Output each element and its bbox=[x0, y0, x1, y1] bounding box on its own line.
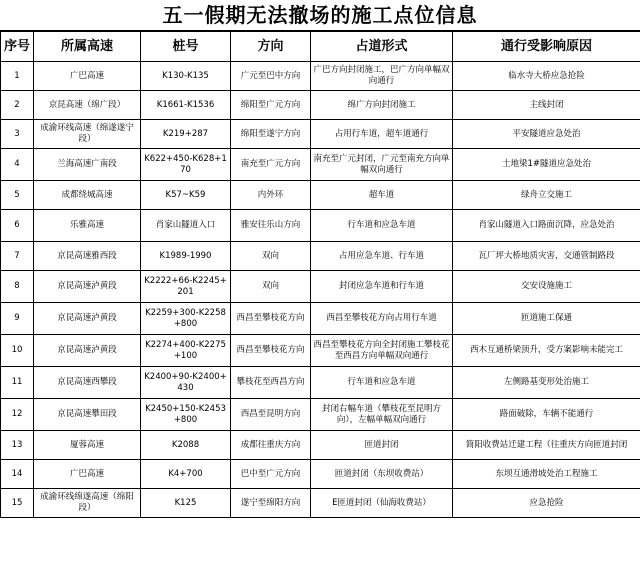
cell-no: 14 bbox=[1, 460, 34, 489]
cell-reason: 主线封闭 bbox=[453, 91, 640, 120]
cell-direction: 绵阳至遂宁方向 bbox=[231, 120, 311, 149]
table-row bbox=[1, 149, 640, 181]
header-stake: 桩号 bbox=[141, 32, 231, 62]
table-row bbox=[1, 431, 640, 460]
cell-reason: 西木互通桥梁顶升，受方案影响未能完工 bbox=[453, 335, 640, 367]
cell-direction: 西昌至攀枝花方向 bbox=[231, 335, 311, 367]
cell-mode: 行车道和应急车道 bbox=[311, 210, 453, 242]
table-row bbox=[1, 242, 640, 271]
cell-direction: 双向 bbox=[231, 242, 311, 271]
cell-direction: 西昌至攀枝花方向 bbox=[231, 303, 311, 335]
cell-direction: 成都往重庆方向 bbox=[231, 431, 311, 460]
cell-mode: 匝道封闭（东坝收费站） bbox=[311, 460, 453, 489]
cell-stake: K130-K135 bbox=[141, 62, 231, 91]
cell-mode: 超车道 bbox=[311, 181, 453, 210]
cell-stake: K4+700 bbox=[141, 460, 231, 489]
cell-stake: K2450+150-K2453+800 bbox=[141, 399, 231, 431]
cell-reason: 左侧路基变形处治施工 bbox=[453, 367, 640, 399]
cell-stake: K2400+90-K2400+430 bbox=[141, 367, 231, 399]
cell-no: 6 bbox=[1, 210, 34, 242]
cell-stake: K2222+66-K2245+201 bbox=[141, 271, 231, 303]
table-row bbox=[1, 91, 640, 120]
cell-direction: 雅安往乐山方向 bbox=[231, 210, 311, 242]
cell-highway: 京昆高速泸黄段 bbox=[34, 271, 141, 303]
cell-direction: 攀枝花至西昌方向 bbox=[231, 367, 311, 399]
cell-reason: 土地梁1#隧道应急处治 bbox=[453, 149, 640, 181]
page-title: 五一假期无法撤场的施工点位信息 bbox=[0, 0, 640, 31]
cell-no: 7 bbox=[1, 242, 34, 271]
cell-direction: 内外环 bbox=[231, 181, 311, 210]
cell-mode: 封闭右幅车道（攀枝花至昆明方向），左幅单幅双向通行 bbox=[311, 399, 453, 431]
cell-direction: 遂宁至绵阳方向 bbox=[231, 489, 311, 518]
table-row bbox=[1, 367, 640, 399]
header-mode: 占道形式 bbox=[311, 32, 453, 62]
table-row bbox=[1, 271, 640, 303]
cell-stake: K2274+400-K2275+100 bbox=[141, 335, 231, 367]
cell-stake: K2088 bbox=[141, 431, 231, 460]
cell-highway: 乐雅高速 bbox=[34, 210, 141, 242]
cell-highway: 成渝环线高速（绵遂遂宁段） bbox=[34, 120, 141, 149]
cell-mode: 行车道和应急车道 bbox=[311, 367, 453, 399]
cell-reason: 东坝互通滑坡处治工程施工 bbox=[453, 460, 640, 489]
cell-stake: K219+287 bbox=[141, 120, 231, 149]
table-row bbox=[1, 62, 640, 91]
cell-direction: 南充至广元方向 bbox=[231, 149, 311, 181]
cell-mode: 南充至广元封闭，广元至南充方向单幅双向通行 bbox=[311, 149, 453, 181]
cell-reason: 交安设施施工 bbox=[453, 271, 640, 303]
header-no: 序号 bbox=[1, 32, 34, 62]
table-row bbox=[1, 181, 640, 210]
cell-reason: 临水寺大桥应急抢险 bbox=[453, 62, 640, 91]
cell-stake: K2259+300-K2258+800 bbox=[141, 303, 231, 335]
cell-highway: 京昆高速攀田段 bbox=[34, 399, 141, 431]
cell-stake: K622+450-K628+170 bbox=[141, 149, 231, 181]
cell-stake: K1989-1990 bbox=[141, 242, 231, 271]
cell-mode: 西昌至攀枝花方向占用行车道 bbox=[311, 303, 453, 335]
cell-reason: 绿舟立交施工 bbox=[453, 181, 640, 210]
cell-reason: 简阳收费站迁建工程（往重庆方向匝道封闭 bbox=[453, 431, 640, 460]
cell-no: 15 bbox=[1, 489, 34, 518]
cell-highway: 京昆高速（绵广段） bbox=[34, 91, 141, 120]
cell-mode: 西昌至攀枝花方向全封闭施工攀枝花至西昌方向单幅双向通行 bbox=[311, 335, 453, 367]
cell-reason: 肖家山隧道入口路面沉降，应急处治 bbox=[453, 210, 640, 242]
construction-table bbox=[0, 31, 640, 518]
cell-no: 2 bbox=[1, 91, 34, 120]
cell-no: 12 bbox=[1, 399, 34, 431]
header-highway: 所属高速 bbox=[34, 32, 141, 62]
cell-direction: 广元至巴中方向 bbox=[231, 62, 311, 91]
cell-no: 3 bbox=[1, 120, 34, 149]
table-row bbox=[1, 460, 640, 489]
cell-direction: 双向 bbox=[231, 271, 311, 303]
cell-highway: 成渝环线绵遂高速（绵阳段） bbox=[34, 489, 141, 518]
cell-mode: E匝道封闭（仙海收费站） bbox=[311, 489, 453, 518]
cell-mode: 占用应急车道、行车道 bbox=[311, 242, 453, 271]
cell-direction: 巴中至广元方向 bbox=[231, 460, 311, 489]
cell-no: 1 bbox=[1, 62, 34, 91]
cell-mode: 广巴方向封闭施工，巴广方向单幅双向通行 bbox=[311, 62, 453, 91]
cell-highway: 京昆高速泸黄段 bbox=[34, 303, 141, 335]
cell-reason: 匝道施工保通 bbox=[453, 303, 640, 335]
cell-reason: 平安隧道应急处治 bbox=[453, 120, 640, 149]
header-direction: 方向 bbox=[231, 32, 311, 62]
cell-no: 13 bbox=[1, 431, 34, 460]
cell-stake: K125 bbox=[141, 489, 231, 518]
cell-highway: 成都绕城高速 bbox=[34, 181, 141, 210]
cell-no: 11 bbox=[1, 367, 34, 399]
table-row bbox=[1, 120, 640, 149]
cell-mode: 绵广方向封闭施工 bbox=[311, 91, 453, 120]
cell-mode: 封闭应急车道和行车道 bbox=[311, 271, 453, 303]
cell-highway: 京昆高速雅西段 bbox=[34, 242, 141, 271]
cell-mode: 匝道封闭 bbox=[311, 431, 453, 460]
cell-reason: 路面破除，车辆不能通行 bbox=[453, 399, 640, 431]
cell-no: 10 bbox=[1, 335, 34, 367]
cell-highway: 京昆高速泸黄段 bbox=[34, 335, 141, 367]
table-header-row bbox=[1, 32, 640, 62]
cell-reason: 应急抢险 bbox=[453, 489, 640, 518]
cell-no: 8 bbox=[1, 271, 34, 303]
cell-highway: 广巴高速 bbox=[34, 62, 141, 91]
cell-highway: 京昆高速西攀段 bbox=[34, 367, 141, 399]
cell-no: 4 bbox=[1, 149, 34, 181]
cell-no: 5 bbox=[1, 181, 34, 210]
cell-direction: 绵阳至广元方向 bbox=[231, 91, 311, 120]
cell-no: 9 bbox=[1, 303, 34, 335]
cell-reason: 瓦厂坪大桥地质灾害，交通管制路段 bbox=[453, 242, 640, 271]
table-row bbox=[1, 210, 640, 242]
table-row bbox=[1, 489, 640, 518]
table-row bbox=[1, 335, 640, 367]
table-row bbox=[1, 399, 640, 431]
cell-stake: 肖家山隧道入口 bbox=[141, 210, 231, 242]
cell-highway: 广巴高速 bbox=[34, 460, 141, 489]
cell-mode: 占用行车道，超车道通行 bbox=[311, 120, 453, 149]
cell-stake: K57~K59 bbox=[141, 181, 231, 210]
table-row bbox=[1, 303, 640, 335]
cell-direction: 西昌至昆明方向 bbox=[231, 399, 311, 431]
cell-stake: K1661-K1536 bbox=[141, 91, 231, 120]
header-reason: 通行受影响原因 bbox=[453, 32, 640, 62]
cell-highway: 兰海高速广南段 bbox=[34, 149, 141, 181]
cell-highway: 厦蓉高速 bbox=[34, 431, 141, 460]
